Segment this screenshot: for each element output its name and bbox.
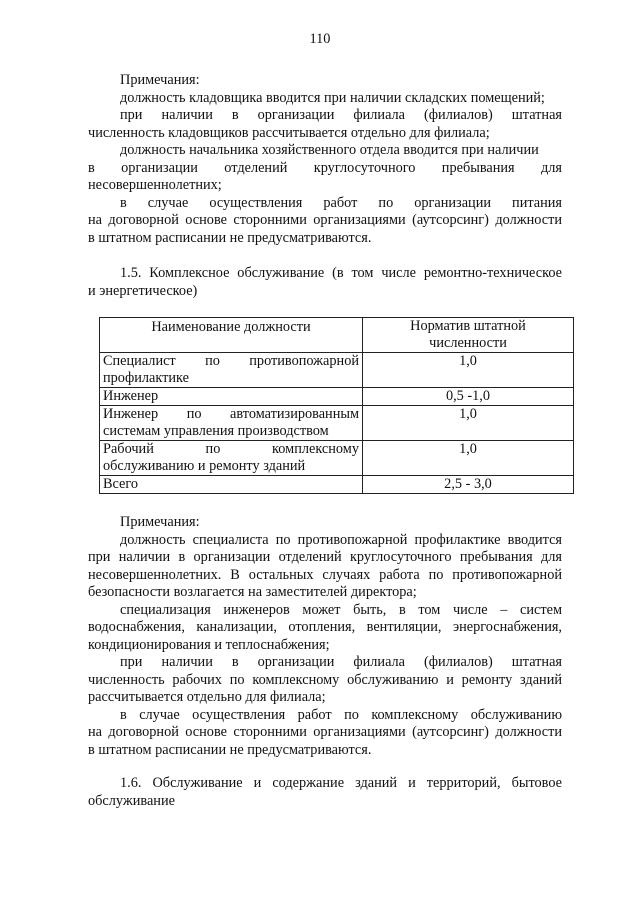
note-line: в штатном расписании не предусматриваются. (88, 229, 372, 246)
staffing-table (99, 317, 573, 494)
note-line: численность рабочих по комплексному обслуживанию и ремонту зданий (88, 671, 562, 688)
column-header-norm-line: численности (429, 335, 507, 351)
notes-block-1 (88, 72, 562, 247)
position-cell (100, 406, 363, 441)
position-line: Инженер по автоматизированным (103, 406, 359, 422)
table-row (100, 388, 574, 406)
note-line: при наличии в организации филиала (филиалов) штатная (120, 107, 562, 123)
note-line: несовершеннолетних; (88, 177, 222, 193)
note-line: специализация инженеров может быть, в том числе – систем (120, 601, 562, 618)
notes-heading: Примечания: (120, 514, 200, 530)
norm-cell: 2,5 - 3,0 (363, 476, 574, 494)
note-line: при наличии в организации отделений круглосуточного пребывания для (88, 549, 562, 565)
norm-cell: 0,5 -1,0 (363, 388, 574, 406)
section-heading-1-6 (88, 775, 562, 810)
notes-block-2 (88, 514, 562, 759)
notes-heading: Примечания: (120, 72, 200, 88)
position-line: Специалист по противопожарной (103, 353, 359, 369)
section-heading-line: 1.5. Комплексное обслуживание (в том числе ремонтно-техническое (120, 265, 562, 281)
note-line: на договорной основе сторонними организациями (аутсорсинг) должности (88, 212, 562, 228)
position-line: системам управления производством (103, 423, 329, 439)
table-row (100, 441, 574, 476)
position-cell (100, 353, 363, 388)
note-line: в случае осуществления работ по комплексному обслуживанию (120, 706, 562, 723)
table-row (100, 353, 574, 388)
section-heading-line: и энергетическое) (88, 282, 198, 299)
page-number: 110 (309, 31, 331, 47)
note-line: в случае осуществления работ по организации питания (120, 194, 562, 211)
note-line: кондиционирования и теплоснабжения; (88, 636, 330, 653)
column-header-norm (363, 318, 574, 353)
note-line: при наличии в организации филиала (филиалов) штатная (120, 654, 562, 670)
position-cell (100, 388, 363, 406)
norm-cell: 1,0 (363, 353, 574, 388)
position-line: Всего (103, 476, 139, 492)
norm-cell: 1,0 (363, 441, 574, 476)
note-line: в организации отделений круглосуточного пребывания для (88, 159, 562, 176)
position-line: Инженер (103, 388, 159, 404)
section-heading-1-5 (88, 265, 562, 300)
note-line: должность специалиста по противопожарной профилактике вводится (120, 531, 562, 548)
section-heading-line: обслуживание (88, 792, 175, 809)
note-line: в штатном расписании не предусматриваются. (88, 741, 372, 758)
norm-cell: 1,0 (363, 406, 574, 441)
note-line: должность начальника хозяйственного отдела вводится при наличии (120, 142, 539, 158)
column-header-norm-line: Норматив штатной (410, 318, 526, 334)
table-total-row (100, 476, 574, 494)
section-heading-line: 1.6. Обслуживание и содержание зданий и территорий, бытовое (120, 775, 562, 791)
table-row (100, 406, 574, 441)
note-line: несовершеннолетних. В остальных случаях работа по противопожарной (88, 566, 562, 583)
position-cell (100, 441, 363, 476)
note-line: численность кладовщиков рассчитывается отдельно для филиала; (88, 124, 490, 141)
note-line: рассчитывается отдельно для филиала; (88, 689, 326, 705)
note-line: должность кладовщика вводится при наличии складских помещений; (120, 89, 545, 106)
position-cell (100, 476, 363, 494)
column-header-position: Наименование должности (100, 318, 363, 353)
note-line: водоснабжения, канализации, отопления, вентиляции, энергоснабжения, (88, 619, 562, 635)
table-header-row (100, 318, 574, 353)
note-line: безопасности возлагается на заместителей директора; (88, 584, 417, 600)
position-line: профилактике (103, 370, 189, 386)
position-line: обслуживанию и ремонту зданий (103, 458, 306, 474)
note-line: на договорной основе сторонними организациями (аутсорсинг) должности (88, 724, 562, 740)
position-line: Рабочий по комплексному (103, 441, 359, 457)
